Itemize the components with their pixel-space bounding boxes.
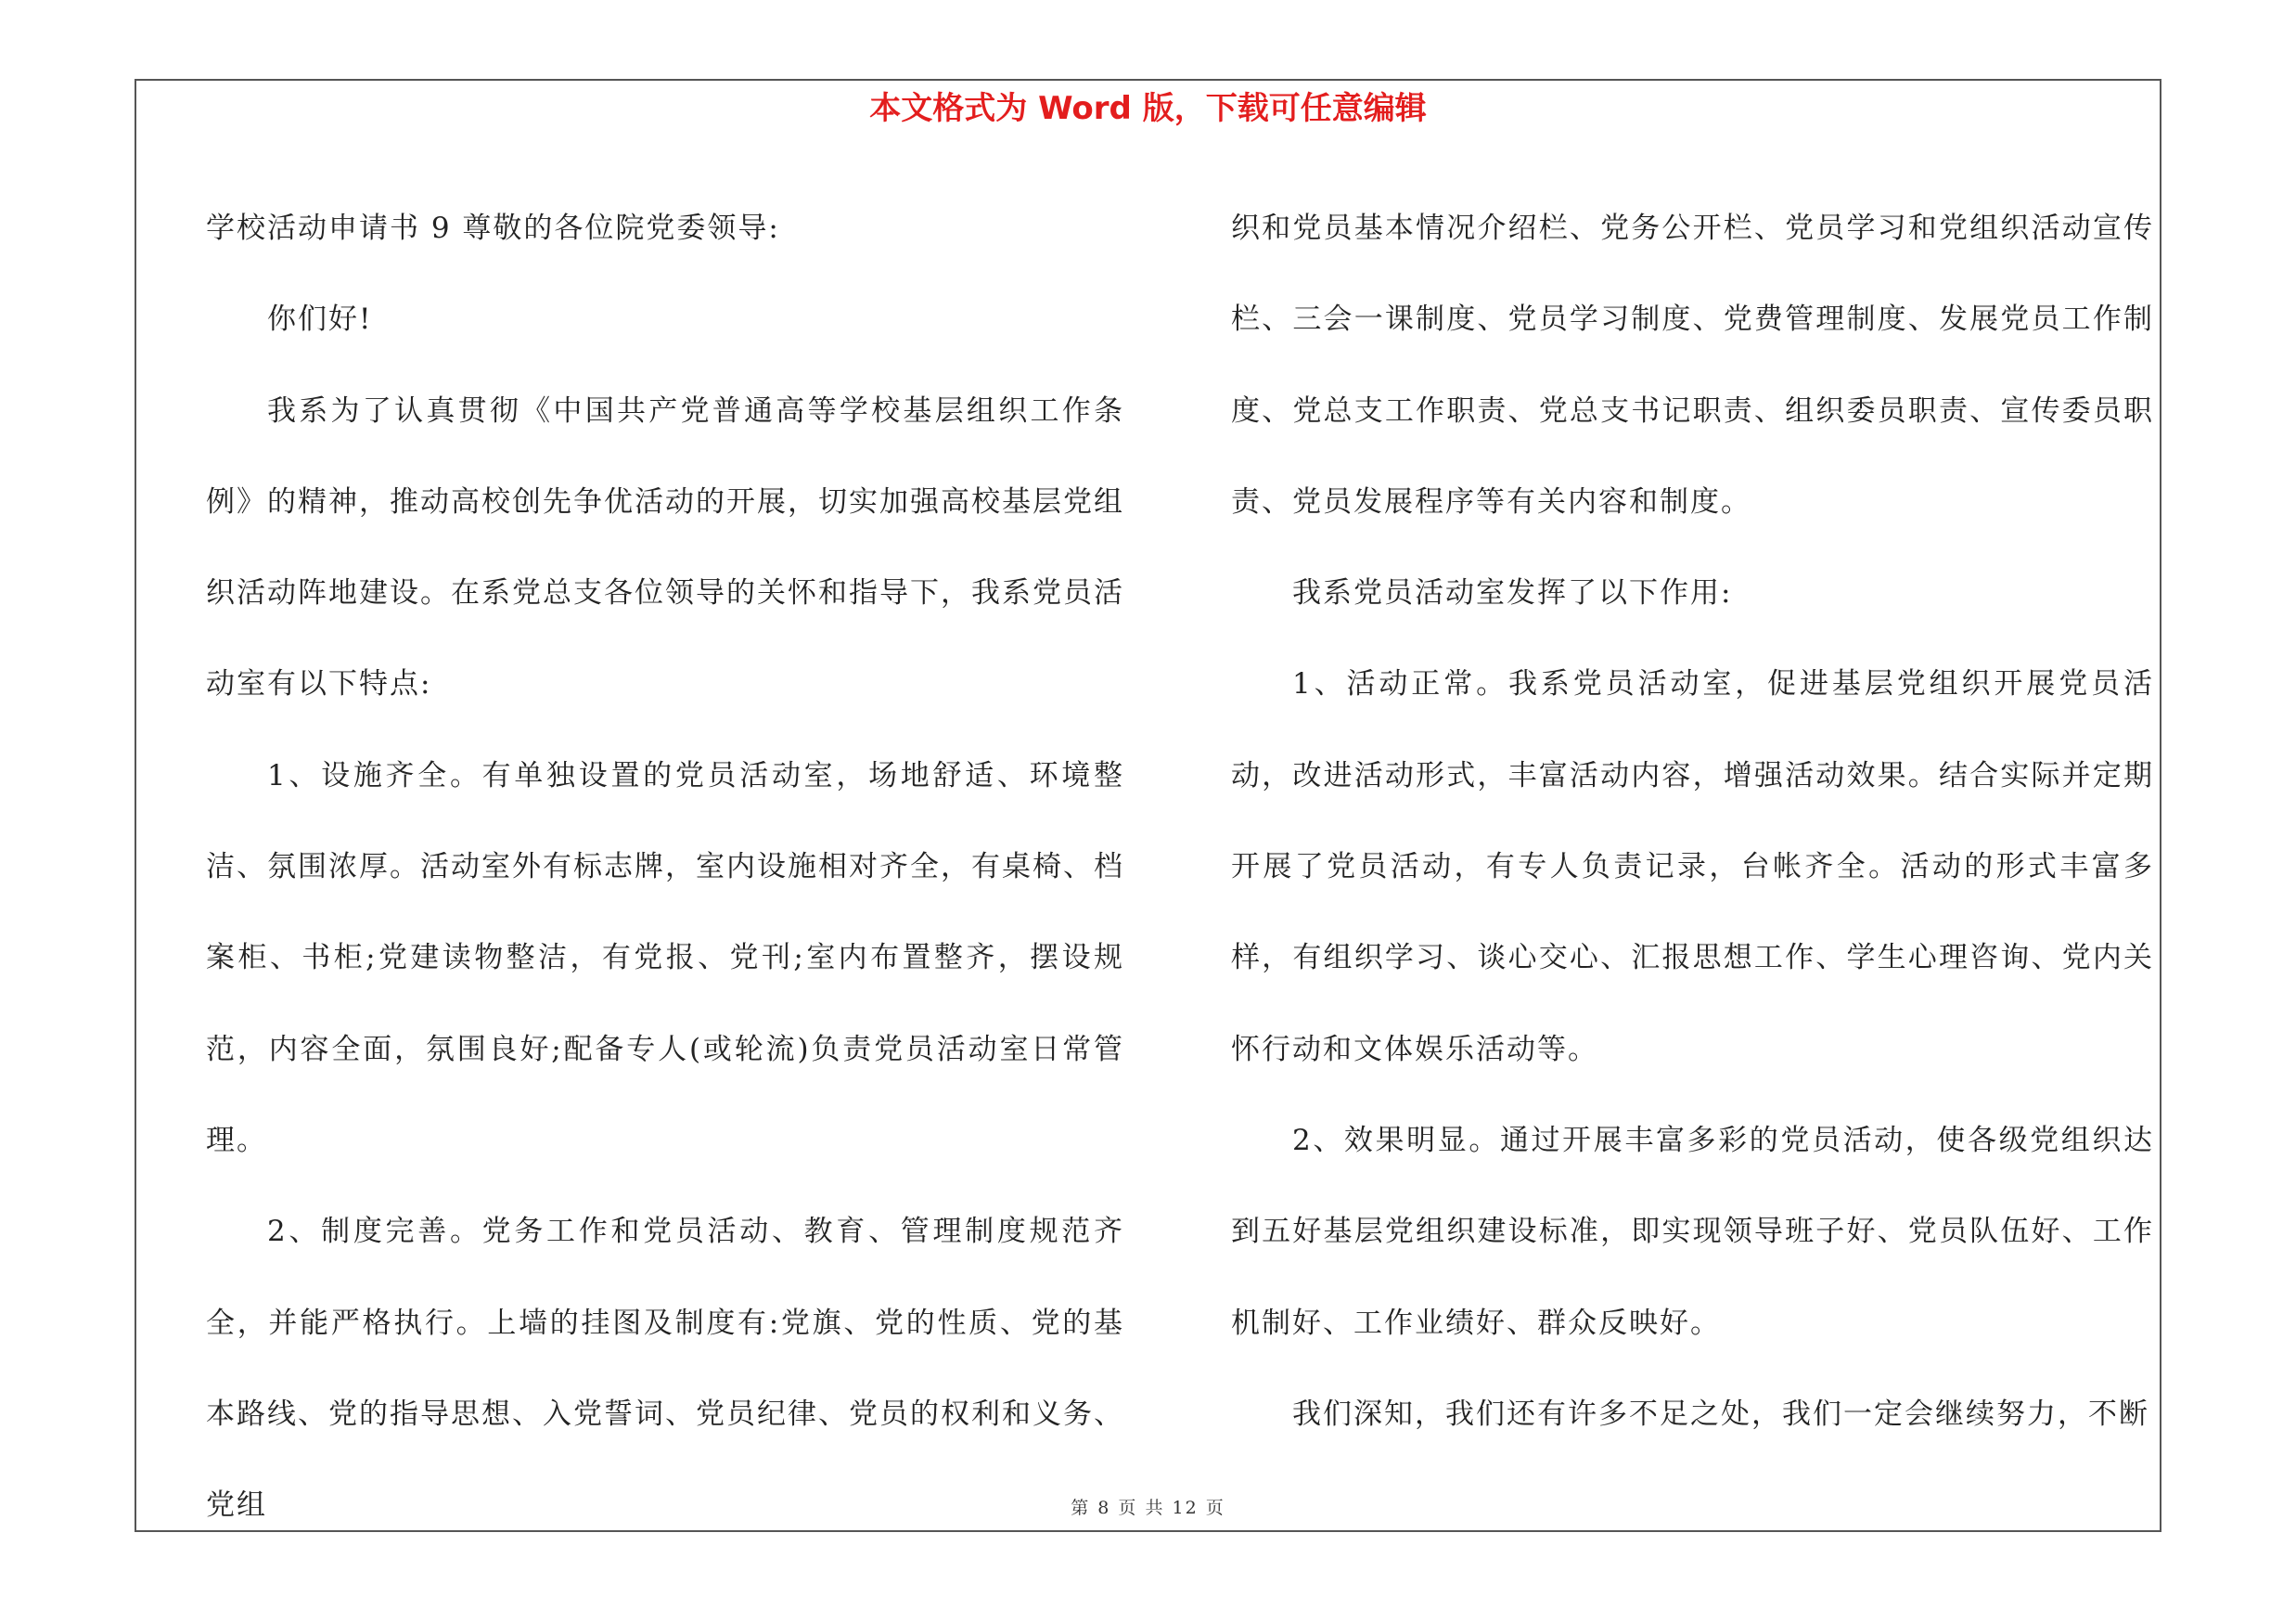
rules-paragraph-continued: 织和党员基本情况介绍栏、党务公开栏、党员学习和党组织活动宣传栏、三会一课制度、党员学习制度、党费管理制度、发展党员工作制度、党总支工作职责、党总支书记职责、组织委员职责、宣传委员职责、党员发展程序等有关内容和制度。 [1231,212,2154,519]
roles-intro-paragraph: 我系党员活动室发挥了以下作用: [1292,576,1733,611]
word-format-banner: 本文格式为 Word 版，下载可任意编辑 [869,90,1427,127]
facilities-paragraph: 1、设施齐全。有单独设置的党员活动室，场地舒适、环境整洁、氛围浓厚。活动室外有标志牌，室内设施相对齐全，有桌椅、档案柜、书柜;党建读物整洁，有党报、党刊;室内布置整齐，摆设规范，内容全面，氛围良好;配备专人(或轮流)负责党员活动室日常管理。 [206,758,1124,1157]
rules-paragraph: 2、制度完善。党务工作和党员活动、教育、管理制度规范齐全，并能严格执行。上墙的挂图及制度有:党旗、党的性质、党的基本路线、党的指导思想、入党誓词、党员纪律、党员的权利和义务、党组 [206,1215,1124,1523]
greeting-paragraph: 你们好! [267,303,373,337]
left-column [206,183,1124,1551]
activities-paragraph: 1、活动正常。我系党员活动室，促进基层党组织开展党员活动，改进活动形式，丰富活动内容，增强活动效果。结合实际并定期开展了党员活动，有专人负责记录，台帐齐全。活动的形式丰富多样，有组织学习、谈心交心、汇报思想工作、学生心理咨询、党内关怀行动和文体娱乐活动等。 [1231,667,2154,1066]
document-opening-line: 学校活动申请书 9 尊敬的各位院党委领导: [206,212,780,245]
results-paragraph: 2、效果明显。通过开展丰富多彩的党员活动，使各级党组织达到五好基层党组织建设标准，即实现领导班子好、党员队伍好、工作机制好、工作业绩好、群众反映好。 [1231,1123,2154,1340]
closing-paragraph: 我们深知，我们还有许多不足之处，我们一定会继续努力，不断 [1292,1397,2149,1431]
right-column [1231,183,2154,1460]
page-number-footer: 第 8 页 共 12 页 [1071,1498,1225,1518]
intro-paragraph: 我系为了认真贯彻《中国共产党普通高等学校基层组织工作条例》的精神，推动高校创先争优活动的开展，切实加强高校基层党组织活动阵地建设。在系党总支各位领导的关怀和指导下，我系党员活动室有以下特点: [206,393,1124,702]
